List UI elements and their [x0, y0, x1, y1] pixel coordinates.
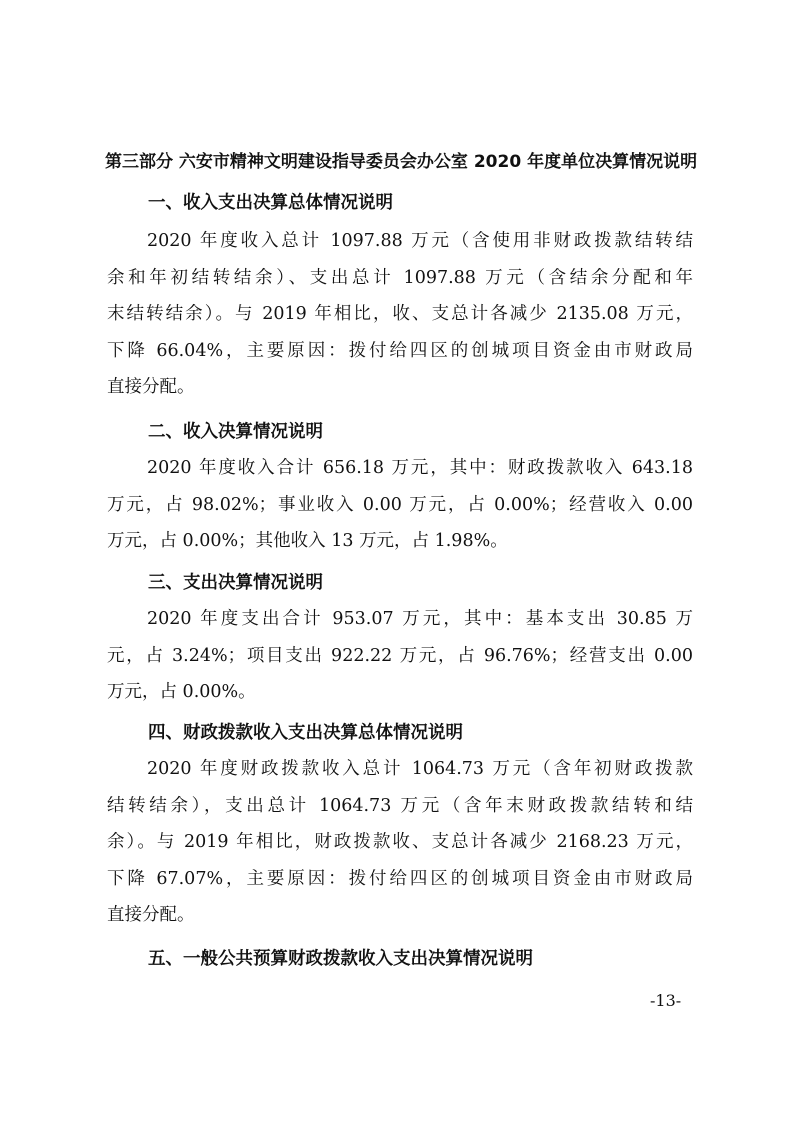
body-line: 末结转结余）。与 2019 年相比，收、支总计各减少 2135.08 万元， — [107, 304, 693, 324]
body-line: 2020 年度收入总计 1097.88 万元（含使用非财政拨款结转结 — [147, 231, 693, 251]
section-body-3 — [107, 601, 693, 711]
body-line: 2020 年度收入合计 656.18 万元，其中：财政拨款收入 643.18 — [147, 458, 693, 478]
page-number: -13- — [650, 991, 682, 1010]
body-line: 2020 年度财政拨款收入总计 1064.73 万元（含年初财政拨款 — [147, 759, 693, 779]
section-body-1 — [107, 223, 693, 406]
section-heading-2: 二、收入决算情况说明 — [148, 422, 323, 442]
body-line: 下降 67.07%，主要原因：拨付给四区的创城项目资金由市财政局 — [107, 868, 693, 889]
section-body-2 — [107, 450, 693, 560]
body-line: 万元，占 0.00%。 — [107, 682, 256, 702]
body-line: 2020 年度支出合计 953.07 万元，其中：基本支出 30.85 万 — [147, 609, 693, 629]
body-line: 直接分配。 — [107, 905, 195, 925]
section-heading-1: 一、收入支出决算总体情况说明 — [148, 193, 393, 213]
body-line: 余）。与 2019 年相比，财政拨款收、支总计各减少 2168.23 万元， — [107, 832, 693, 852]
body-line: 余和年初结转结余）、支出总计 1097.88 万元（含结余分配和年 — [107, 267, 693, 288]
body-line: 直接分配。 — [107, 377, 195, 397]
body-line: 下降 66.04%，主要原因：拨付给四区的创城项目资金由市财政局 — [107, 340, 693, 361]
body-line: 结转结余），支出总计 1064.73 万元（含年末财政拨款结转和结 — [107, 795, 693, 816]
section-heading-5: 五、一般公共预算财政拨款收入支出决算情况说明 — [148, 949, 533, 969]
part-title: 第三部分 六安市精神文明建设指导委员会办公室 2020 年度单位决算情况说明 — [105, 152, 698, 172]
section-heading-3: 三、支出决算情况说明 — [148, 573, 323, 593]
body-line: 万元，占 98.02%；事业收入 0.00 万元，占 0.00%；经营收入 0.00 — [107, 494, 693, 515]
body-line: 万元，占 0.00%；其他收入 13 万元，占 1.98%。 — [107, 531, 508, 551]
body-line: 元，占 3.24%；项目支出 922.22 万元，占 96.76%；经营支出 0.00 — [107, 645, 693, 666]
section-heading-4: 四、财政拨款收入支出决算总体情况说明 — [148, 723, 463, 743]
section-body-4 — [107, 751, 693, 934]
